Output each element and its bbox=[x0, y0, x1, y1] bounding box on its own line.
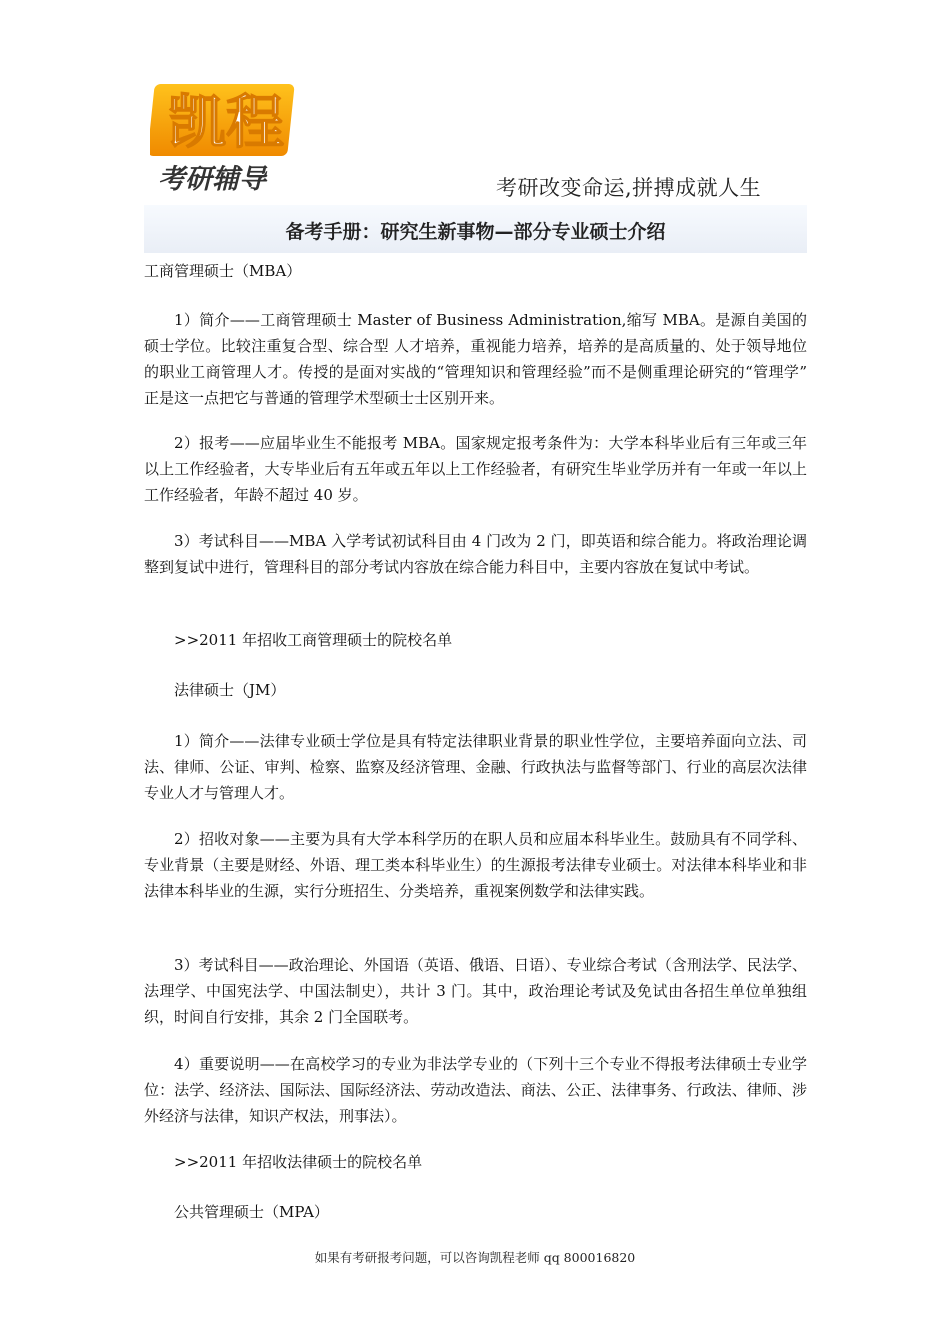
mba-heading: 工商管理硕士（MBA） bbox=[144, 262, 302, 280]
jm-intro-paragraph: 1）简介——法律专业硕士学位是具有特定法律职业背景的职业性学位，主要培养面向立法、司法、律师、公证、审判、检察、监察及经济管理、金融、行政执法与监督等部门、行业的高层次法律专业人才与管理人才。 bbox=[144, 732, 807, 802]
jm-target-paragraph: 2）招收对象——主要为具有大学本科学历的在职人员和应届本科毕业生。鼓励具有不同学科、专业背景（主要是财经、外语、理工类本科毕业生）的生源报考法律专业硕士。对法律本科毕业和非法律本科毕业的生源，实行分班招生、分类培养，重视案例数学和法律实践。 bbox=[144, 830, 807, 900]
page-title: 备考手册：研究生新事物—部分专业硕士介绍 bbox=[285, 221, 666, 243]
kaicheng-logo bbox=[150, 72, 300, 198]
mba-application-paragraph: 2）报考——应届毕业生不能报考 MBA。国家规定报考条件为：大学本科毕业后有三年或三年以上工作经验者，大专毕业后有五年或五年以上工作经验者，有研究生毕业学历并有一年或一年以上工作经验者，年龄不超过 40 岁。 bbox=[144, 434, 807, 504]
slogan: 考研改变命运,拼搏成就人生 bbox=[496, 176, 762, 200]
jm-school-list-link[interactable]: >>2011 年招收法律硕士的院校名单 bbox=[174, 1153, 423, 1171]
title-banner bbox=[144, 205, 807, 253]
jm-exam-paragraph: 3）考试科目——政治理论、外国语（英语、俄语、日语）、专业综合考试（含刑法学、民法学、法理学、中国宪法学、中国法制史），共计 3 门。其中，政治理论考试及免试由各招生单位单独组织，时间自行安排，其余 2 门全国联考。 bbox=[144, 956, 807, 1026]
mpa-heading: 公共管理硕士（MPA） bbox=[174, 1203, 329, 1221]
mba-intro-paragraph: 1）简介——工商管理硕士 Master of Business Administration,缩写 MBA。是源自美国的硕士学位。比较注重复合型、综合型 人才培养，重视能力培养，培养的是高质量的、处于领导地位的职业工商管理人才。传授的是面对实战的“管理知识和管理经验”而不是侧重理论研究的“管理学” 正是这一点把它与普通的管理学术型硕士士区别开来。 bbox=[144, 311, 807, 407]
jm-heading: 法律硕士（JM） bbox=[174, 681, 286, 699]
footer-contact: 如果有考研报考问题，可以咨询凯程老师 qq 800016820 bbox=[314, 1250, 636, 1265]
logo-graphic bbox=[150, 72, 300, 198]
logo-sub-text: 考研辅导 bbox=[158, 164, 266, 195]
mba-exam-paragraph: 3）考试科目——MBA 入学考试初试科目由 4 门改为 2 门，即英语和综合能力。将政治理论调整到复试中进行，管理科目的部分考试内容放在综合能力科目中，主要内容放在复试中考试。 bbox=[144, 532, 807, 576]
jm-notice-paragraph: 4）重要说明——在高校学习的专业为非法学专业的（下列十三个专业不得报考法律硕士专业学位：法学、经济法、国际法、国际经济法、劳动改造法、商法、公正、法律事务、行政法、律师、涉外经济与法律，知识产权法，刑事法）。 bbox=[144, 1055, 807, 1125]
logo-main-text: 凯程 bbox=[167, 88, 285, 156]
mba-school-list-link[interactable]: >>2011 年招收工商管理硕士的院校名单 bbox=[174, 631, 453, 649]
